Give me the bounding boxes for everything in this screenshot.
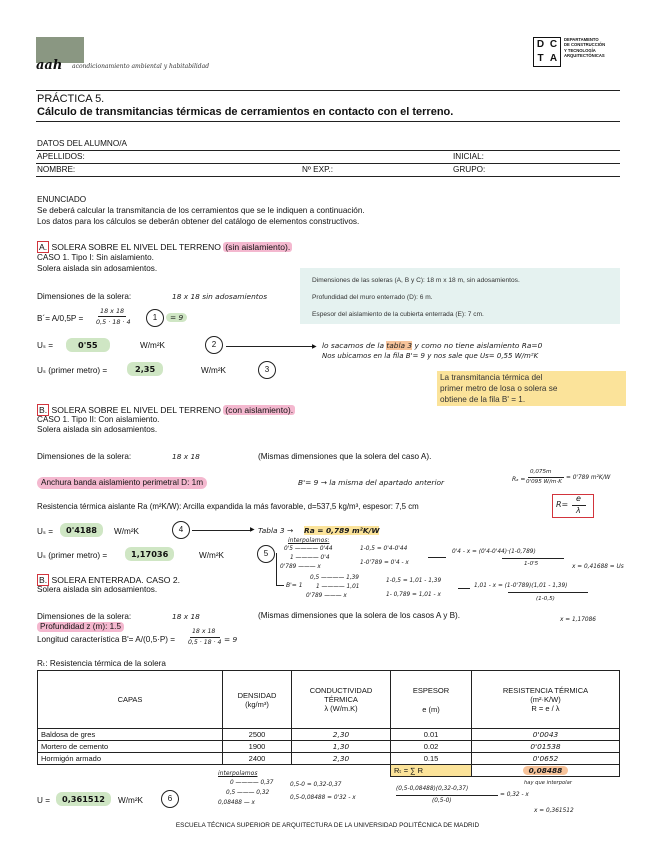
cell: 1,30 xyxy=(292,741,391,753)
dim-handwritten: 18 x 18 xyxy=(172,612,200,621)
enunciado-heading: ENUNCIADO xyxy=(37,195,87,204)
interp-row: 0,5 ———— 1,39 xyxy=(310,575,359,581)
table-row xyxy=(38,753,620,765)
note-text: y como no tiene aislamiento Ra=0 xyxy=(414,341,543,350)
b-fraction-num: 18 x 18 xyxy=(100,307,125,315)
interp-row: = 0,32 - x xyxy=(500,792,529,798)
case-sub: Solera aislada sin adosamientos. xyxy=(37,585,158,594)
student-section: DATOS DEL ALUMNO/A xyxy=(37,139,127,148)
rk-top: 0,075m xyxy=(530,469,552,475)
cell: 0'01538 xyxy=(472,741,620,753)
info-line: Profundidad del muro enterrado (D): 6 m. xyxy=(312,294,433,301)
depth-label: Profundidad z (m): 1.5 xyxy=(37,622,124,632)
dcta-logo xyxy=(533,37,561,67)
sum-label: Rₜ = ∑ R xyxy=(391,765,472,777)
us-value: 0'4188 xyxy=(60,523,103,537)
case-sub: Solera aislada sin adosamientos. xyxy=(37,264,158,273)
cell: 0.01 xyxy=(391,729,472,741)
nombre-label: NOMBRE: xyxy=(37,165,76,174)
cell: Mortero de cemento xyxy=(38,741,223,753)
info-line: Dimensiones de las soleras (A, B y C): 18 m x 18 m, sin adosamientos. xyxy=(312,277,520,284)
dim-handwritten: 18 x 18 xyxy=(172,452,200,461)
section-letter: B. xyxy=(39,405,48,415)
header-unit: (kg/m³) xyxy=(245,699,269,709)
case-sub: Solera aislada sin adosamientos. xyxy=(37,425,158,434)
step-marker: 4 xyxy=(172,521,190,539)
interp-note: hay que interpolar xyxy=(524,780,572,786)
dim-label: Dimensiones de la solera: xyxy=(37,292,132,301)
grupo-label: GRUPO: xyxy=(453,165,486,174)
header-text: ESPESOR xyxy=(412,685,450,695)
note-line: Nos ubicamos en la fila B'= 9 y nos sale que Us= 0,55 W/m²K xyxy=(322,352,539,360)
section-c-title xyxy=(37,575,180,585)
us-unit: W/m²K xyxy=(140,341,166,350)
interp-row: 1- 0,789 = 1,01 - x xyxy=(386,592,441,598)
interp-row: 1-0,5 = 1,01 - 1,39 xyxy=(386,578,442,584)
dcta-letter: T xyxy=(537,53,544,64)
us1-value: 2,35 xyxy=(127,362,163,376)
interp-row: 0,5-0 = 0,32-0,37 xyxy=(290,782,342,788)
yellow-line: La transmitancia térmica del xyxy=(440,373,543,382)
header-unit: e (m) xyxy=(422,704,440,714)
b-fraction-den: 0,5 · 18 · 4 xyxy=(96,318,131,326)
interp-label: interpolamos: xyxy=(288,537,330,544)
interp-row: 0'789 ——— x xyxy=(306,593,347,599)
u-value: 0,361512 xyxy=(56,792,111,806)
yellow-line: obtiene de la fila B' = 1. xyxy=(440,395,526,404)
section-a-title xyxy=(37,242,292,252)
us1-unit: W/m²K xyxy=(201,366,227,375)
band-label: Anchura banda aislamiento perimetral D: 1m xyxy=(37,477,207,489)
formula-pre: R= xyxy=(556,500,569,509)
section-letter: A. xyxy=(39,242,48,252)
logo-text: aah xyxy=(36,58,63,73)
dcta-letter: D xyxy=(536,39,545,50)
interp-row: 1-0,5 = 0'4-0'44 xyxy=(360,546,408,552)
arrow-icon: ▶ xyxy=(312,344,317,350)
section-b-title xyxy=(37,405,295,415)
tabla-note: Tabla 3 → xyxy=(258,526,294,535)
long-label: Longitud característica B'= A/(0,5·P) = xyxy=(37,635,176,644)
interp-row: (0,5-0,08488)(0,32-0,37) xyxy=(396,786,469,792)
interp-result: x = 0,361512 xyxy=(534,808,574,814)
cell: 2500 xyxy=(223,729,292,741)
us-label: Uₛ = xyxy=(37,341,54,350)
yellow-note xyxy=(437,371,626,406)
info-line: Espesor del aislamiento de la cubierta enterrada (E): 7 cm. xyxy=(312,311,484,318)
dept-text xyxy=(564,37,605,58)
section-letter: B. xyxy=(39,575,48,585)
cell: 0'0043 xyxy=(472,729,620,741)
nexp-label: Nº EXP.: xyxy=(302,165,334,174)
cell: 0.15 xyxy=(391,753,472,765)
logo-tagline: acondicionamiento ambiental y habitabilidad xyxy=(72,63,210,70)
step-marker: 1 xyxy=(146,309,164,327)
cell: 2400 xyxy=(223,753,292,765)
us1-value: 1,17036 xyxy=(125,547,174,561)
interp-result: x = 1,17086 xyxy=(560,617,596,623)
interp-label: interpolamos xyxy=(218,770,258,777)
interp-row: 1,01 - x = (1-0'789)(1,01 - 1,39) xyxy=(474,583,568,589)
table-row xyxy=(38,729,620,741)
sum-cell xyxy=(472,765,620,777)
table-row xyxy=(38,741,620,753)
dept-line: ARQUITECTÓNICAS xyxy=(564,52,605,58)
header-text: RESISTENCIA TÉRMICA xyxy=(502,686,589,695)
us1-unit: W/m²K xyxy=(199,551,225,560)
interp-result: x = 0,41688 = Us xyxy=(572,564,624,570)
header-text: DENSIDAD xyxy=(237,690,277,700)
us1-label: Uₛ (primer metro) = xyxy=(37,366,108,375)
step-marker: 2 xyxy=(205,336,223,354)
table-header xyxy=(292,671,391,729)
long-num: 18 x 18 xyxy=(192,628,216,635)
rk-bot: 0'095 W/m·K xyxy=(526,479,562,485)
formula-bot: λ xyxy=(576,506,581,515)
yellow-line: primer metro de losa o solera se xyxy=(440,384,558,393)
cell: Hormigón armado xyxy=(38,753,223,765)
cell: 0'0652 xyxy=(472,753,620,765)
arrow-icon: ▶ xyxy=(250,527,255,533)
section-title: SOLERA SOBRE EL NIVEL DEL TERRENO xyxy=(51,405,221,415)
interp-row: (1-0,5) xyxy=(536,596,555,602)
b-note: B'= 9 → la misma del apartado anterior xyxy=(298,478,445,487)
formula-top: e xyxy=(576,494,581,503)
header-text: CONDUCTIVIDAD xyxy=(309,686,373,695)
note-text: lo sacamos de la xyxy=(322,341,384,350)
dim-note: (Mismas dimensiones que la solera de los casos A y B). xyxy=(258,611,461,620)
us-value: 0'55 xyxy=(66,338,110,352)
enunciado-line: Se deberá calcular la transmitancia de los cerramientos que se le indiquen a continuación. xyxy=(37,206,365,215)
dim-handwritten: 18 x 18 sin adosamientos xyxy=(172,292,268,301)
interp-row: 0 ———— 0,37 xyxy=(230,780,274,786)
step-marker: 3 xyxy=(258,361,276,379)
practice-title: Cálculo de transmitancias térmicas de cerramientos en contacto con el terreno. xyxy=(37,106,454,118)
rk-result: = 0'789 m²K/W xyxy=(566,475,611,481)
footer: ESCUELA TÉCNICA SUPERIOR DE ARQUITECTURA DE LA UNIVERSIDAD POLITÉCNICA DE MADRID xyxy=(175,822,480,829)
us-unit: W/m²K xyxy=(114,527,140,536)
us1-label: Uₛ (primer metro) = xyxy=(37,551,108,560)
dcta-letter: A xyxy=(549,53,558,64)
dim-note: (Mismas dimensiones que la solera del caso A). xyxy=(258,452,432,461)
rt-label: Rₜ: Resistencia térmica de la solera xyxy=(37,659,166,668)
table-header xyxy=(472,671,620,729)
b-result: = 9 xyxy=(166,313,187,322)
section-title: SOLERA ENTERRADA. CASO 2. xyxy=(51,575,180,585)
materials-table xyxy=(37,670,620,777)
dim-label: Dimensiones de la solera: xyxy=(37,452,132,461)
ra-line: Resistencia térmica aislante Ra (m²K/W): Arcilla expandida la más favorable, d=537,5 kg/m³, espesor: 7,5 cm xyxy=(37,502,419,511)
cell: 0.02 xyxy=(391,741,472,753)
header-formula: R = e / λ xyxy=(531,704,560,713)
enunciado-line: Los datos para los cálculos se deberán obtener del catálogo de elementos constructivos. xyxy=(37,217,360,226)
header-text: TÉRMICA xyxy=(324,695,358,704)
interp-row: 0,08488 — x xyxy=(218,800,255,806)
interp-row: 0'5 ———— 0'44 xyxy=(284,546,333,552)
dept-line: DEPARTAMENTO xyxy=(564,37,599,42)
long-den: 0,5 · 18 · 4 xyxy=(188,639,222,646)
inicial-label: INICIAL: xyxy=(453,152,484,161)
cell: Baldosa de gres xyxy=(38,729,223,741)
table-header xyxy=(391,671,472,729)
dcta-letter: C xyxy=(549,39,558,50)
cell: 2,30 xyxy=(292,729,391,741)
step-marker: 6 xyxy=(161,790,179,808)
interp-row: 0'789 ——— x xyxy=(280,564,321,570)
dept-line: DE CONSTRUCCIÓN xyxy=(564,42,606,48)
cell: 1900 xyxy=(223,741,292,753)
interp-row: 1 ———— 0'4 xyxy=(290,555,330,561)
cell: 2,30 xyxy=(292,753,391,765)
interp-row: 1 ———— 1,01 xyxy=(316,584,360,590)
header-unit: (m²·K/W) xyxy=(530,695,561,704)
u-unit: W/m²K xyxy=(118,796,144,805)
dept-line: Y TECNOLOGÍA xyxy=(564,47,596,53)
long-result: = 9 xyxy=(224,635,238,644)
interp-row: 1-0'5 xyxy=(524,561,539,567)
case-label: CASO 1. Tipo I: Sin aislamiento. xyxy=(37,253,154,262)
table-header xyxy=(223,671,292,729)
interp-row: (0,5-0) xyxy=(432,798,452,804)
section-tag: (sin aislamiento). xyxy=(225,242,291,252)
header-unit: λ (W/m.K) xyxy=(324,704,358,713)
dim-label: Dimensiones de la solera: xyxy=(37,612,132,621)
note xyxy=(322,341,542,350)
table-row xyxy=(38,765,620,777)
section-tag: (con aislamiento). xyxy=(225,405,294,415)
us-label: Uₛ = xyxy=(37,527,54,536)
case-label: CASO 1. Tipo II: Con aislamiento. xyxy=(37,415,160,424)
section-title: SOLERA SOBRE EL NIVEL DEL TERRENO xyxy=(51,242,221,252)
b-label: B´= A/0,5P = xyxy=(37,314,84,323)
ra-value: Ra = 0,789 m²K/W xyxy=(304,526,380,535)
interp-label: B'= 1 xyxy=(286,582,303,589)
rk-pre: Rₐ = xyxy=(512,476,526,483)
step-marker: 5 xyxy=(257,545,275,563)
u-label: U = xyxy=(37,796,50,805)
interp-row: 1-0'789 = 0'4 - x xyxy=(360,560,409,566)
table-header: CAPAS xyxy=(38,671,223,729)
interp-row: 0'4 - x = (0'4-0'44)·(1-0,789) xyxy=(452,549,536,555)
apellidos-label: APELLIDOS: xyxy=(37,152,85,161)
practice-number: PRÁCTICA 5. xyxy=(37,93,105,105)
note-highlight: tabla 3 xyxy=(386,341,413,350)
sum-value: 0,08488 xyxy=(523,766,569,775)
interp-row: 0,5-0,08488 = 0'32 - x xyxy=(290,795,356,801)
interp-row: 0,5 ——— 0,32 xyxy=(226,790,270,796)
